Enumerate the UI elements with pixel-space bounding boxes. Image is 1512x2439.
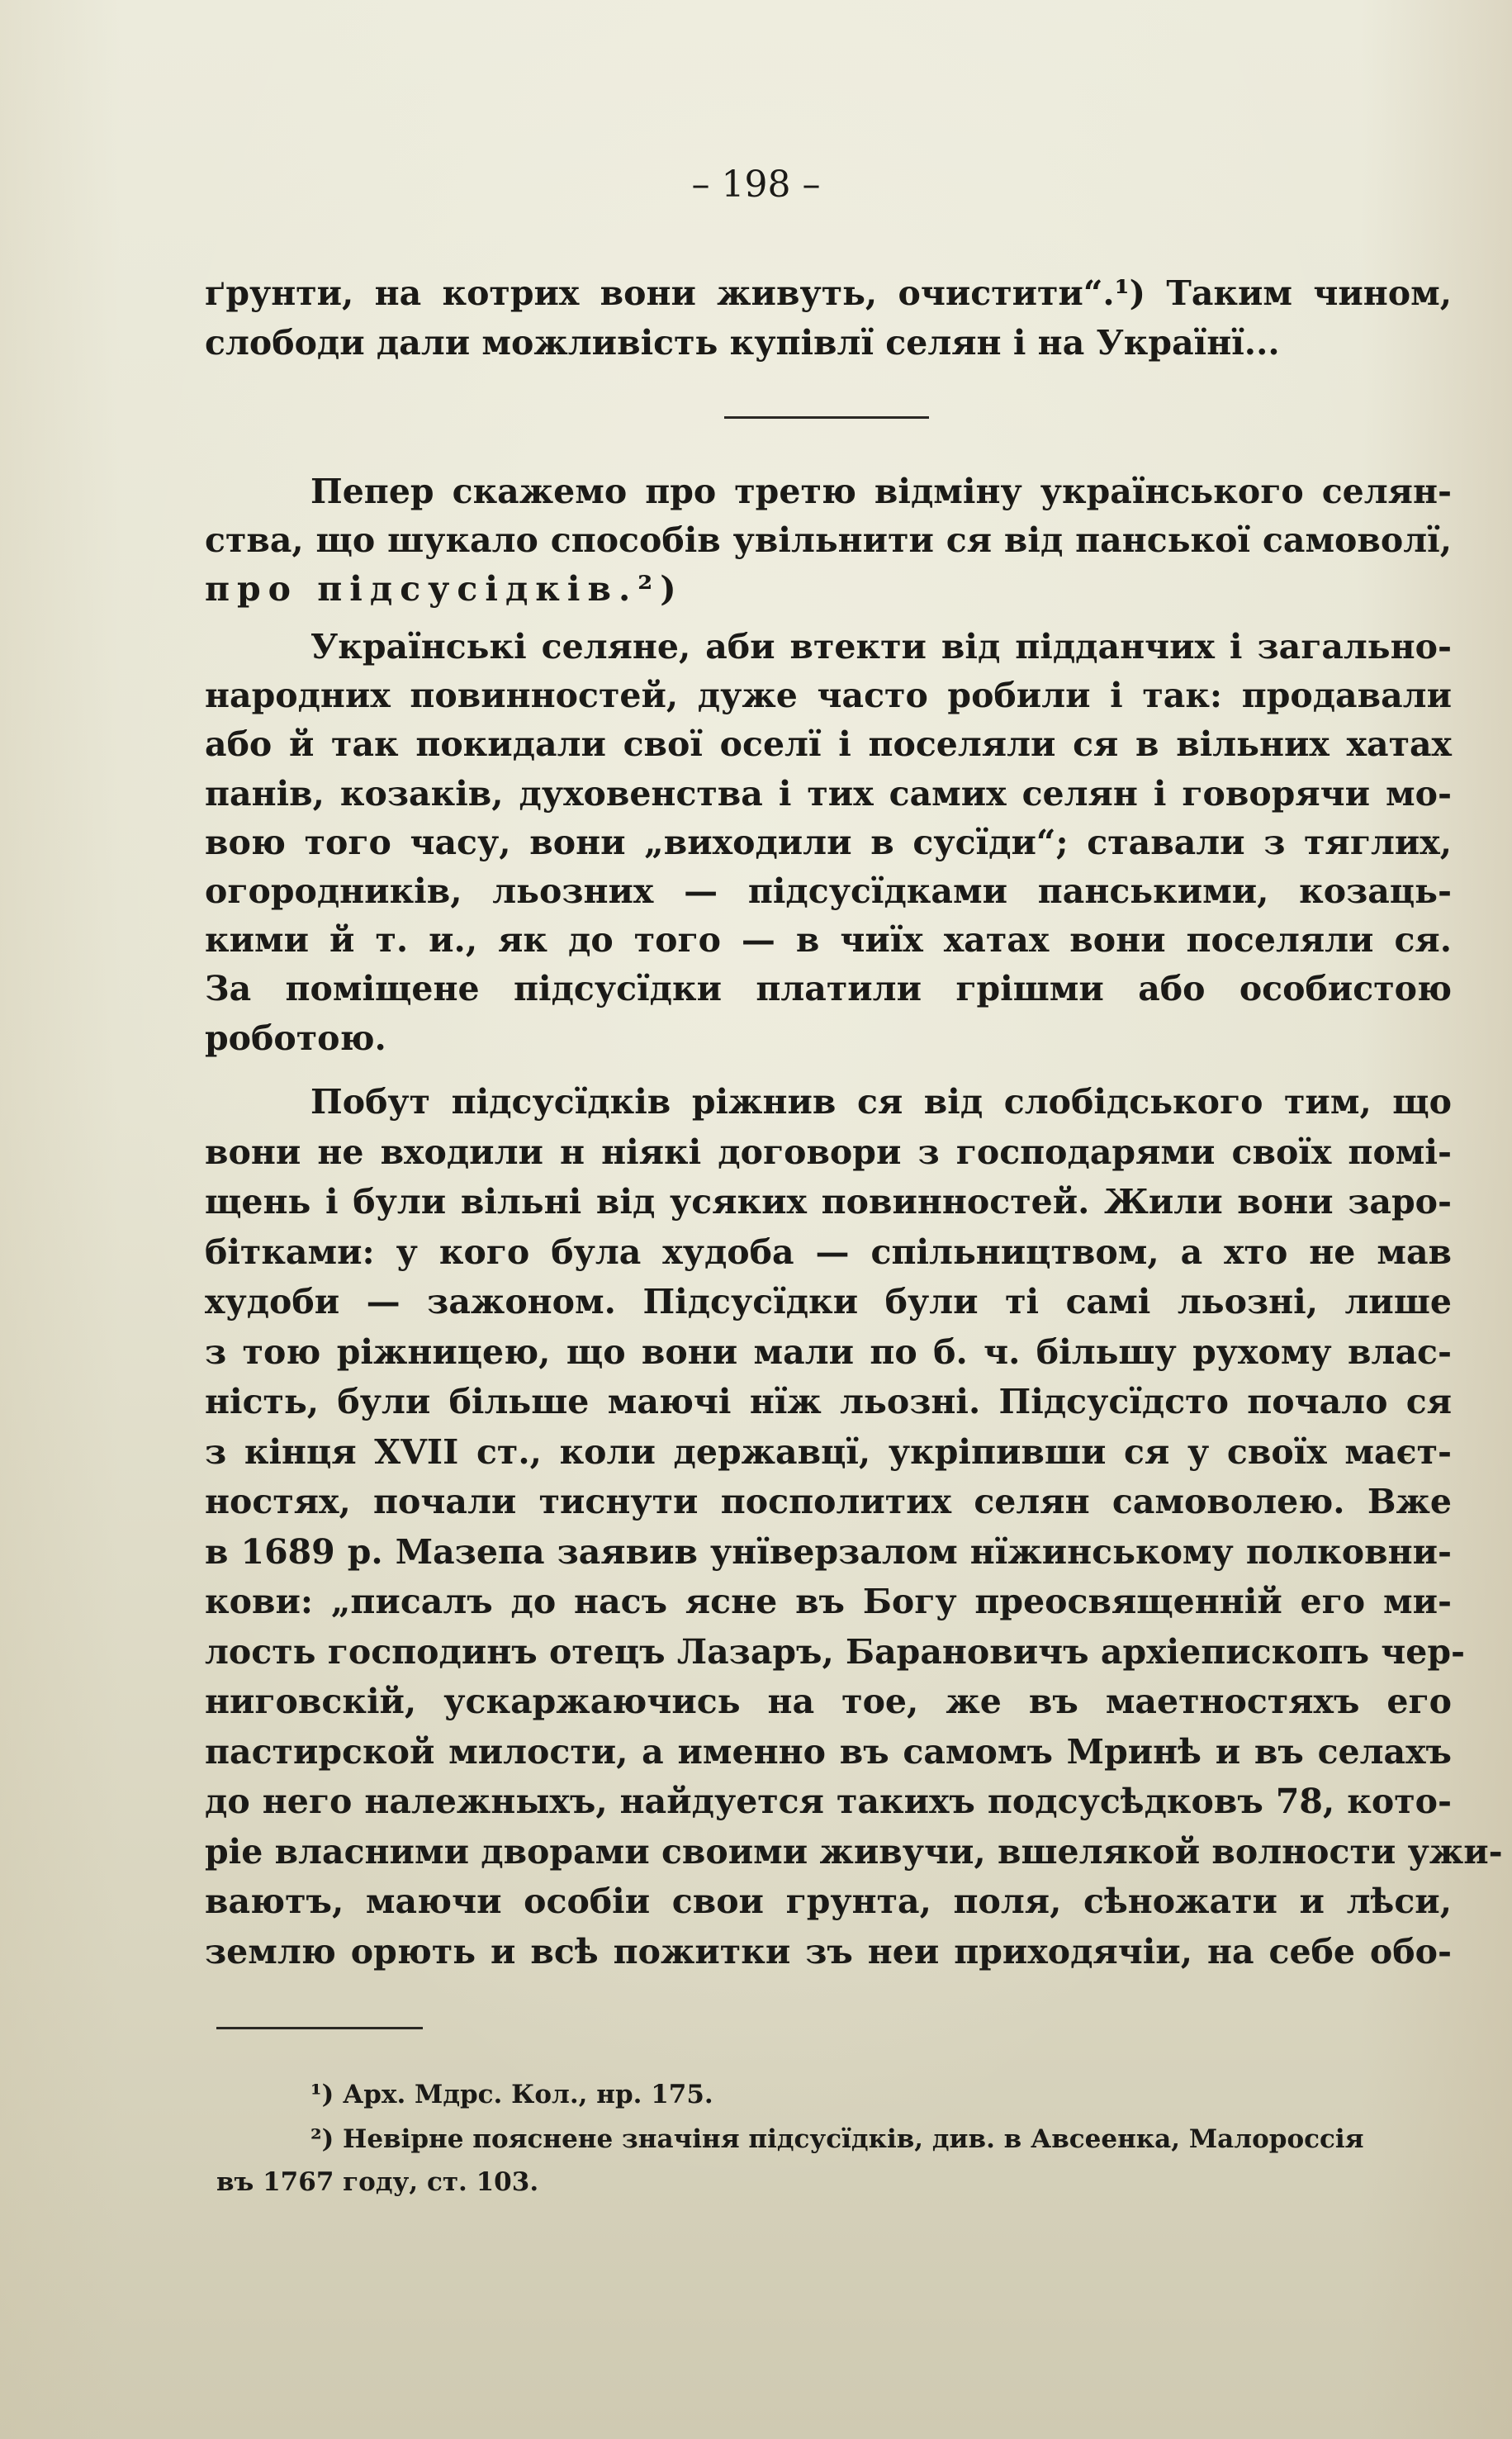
text-line: ність, були більше маючі нїж льозні. Підсусїдсто почало ся [205,1382,1452,1421]
text-line: худоби — зажоном. Підсусїдки були ті самі льозні, лише [205,1282,1452,1322]
text-line: За поміщене підсусїдки платили грішми або особистою [205,969,1452,1009]
text-line: слободи дали можливість купівлї селян і на Українї... [205,323,1280,363]
text-line: Українські селяне, аби втекти від підданчих і загально- [310,627,1452,667]
text-line: пастирской милости, а именно въ самомъ Мринѣ и въ селахъ [205,1731,1452,1772]
text-line: про підсусідків.²) [205,569,684,609]
footnote-1: ¹) Арх. Мдрс. Кол., нр. 175. [310,2080,713,2109]
footnote-2: ²) Невірне пояснене значіня підсусїдків, див. в Авсеенка, Малороссія [310,2124,1364,2154]
text-line: ства, що шукало способів увільнити ся від панської самоволї, [205,520,1452,560]
text-line: народних повинностей, дуже часто робили і так: продавали [205,676,1452,716]
text-line: ріе власними дворами своими живучи, вшелякой волности ужи- [205,1831,1503,1872]
text-line: лость господинъ отецъ Лазаръ, Барановичъ архіепископъ чер- [205,1631,1466,1672]
text-line: бітками: у кого була худоба — спільництвом, а хто не мав [205,1231,1452,1272]
text-line: в 1689 р. Мазепа заявив унїверзалом нїжинському полковни- [205,1531,1452,1572]
text-line: панів, козаків, духовенства і тих самих селян і говорячи мо- [205,773,1452,814]
text-line: ниговскій, ускаржаючись на тое, же въ маетностяхъ его [205,1682,1452,1721]
text-line: вою того часу, вони „виходили в сусїди“; ставали з тяглих, [205,822,1452,862]
section-separator [724,416,929,419]
text-line: з кінця XVII ст., коли державцї, укріпивши ся у своїх маєт- [205,1431,1452,1472]
text-line: Побут підсусїдків ріжнив ся від слобідського тим, що [310,1082,1452,1122]
text-line: ностях, почали тиснути посполитих селян самоволею. Вже [205,1482,1452,1521]
text-line: кови: „писалъ до насъ ясне въ Богу преосвященній его ми- [205,1582,1452,1621]
footnote-2-continuation: въ 1767 году, ст. 103. [216,2167,539,2197]
text-line: щень і були вільні від усяких повинностей. Жили вони заро- [205,1182,1452,1222]
text-line: ґрунти, на котрих вони живуть, очистити“.¹) Таким чином, [205,273,1452,313]
text-line: огородників, льозних — підсусїдками панськими, козаць- [205,871,1452,911]
text-line: з тою ріжницею, що вони мали по б. ч. більшу рухому влас- [205,1331,1452,1372]
text-line: або й так покидали свої оселї і поселяли ся в вільних хатах [205,724,1452,765]
text-line: роботою. [205,1018,386,1058]
text-line: до него належныхъ, найдуется такихъ подсусѣдковъ 78, кото- [205,1782,1452,1821]
text-line: ваютъ, маючи особіи свои грунта, поля, сѣножати и лѣси, [205,1881,1452,1921]
text-line: вони не входили н ніякі договори з господарями своїх помі- [205,1132,1452,1172]
text-line: кими й т. и., як до того — в чиїх хатах вони поселяли ся. [205,920,1452,961]
text-line: Пепер скажемо про третю відміну українського селян- [310,472,1452,511]
text-line: землю орють и всѣ пожитки зъ неи приходячіи, на себе обо- [205,1931,1452,1972]
footnote-rule [216,2027,423,2029]
page-number: – 198 – [691,164,821,206]
